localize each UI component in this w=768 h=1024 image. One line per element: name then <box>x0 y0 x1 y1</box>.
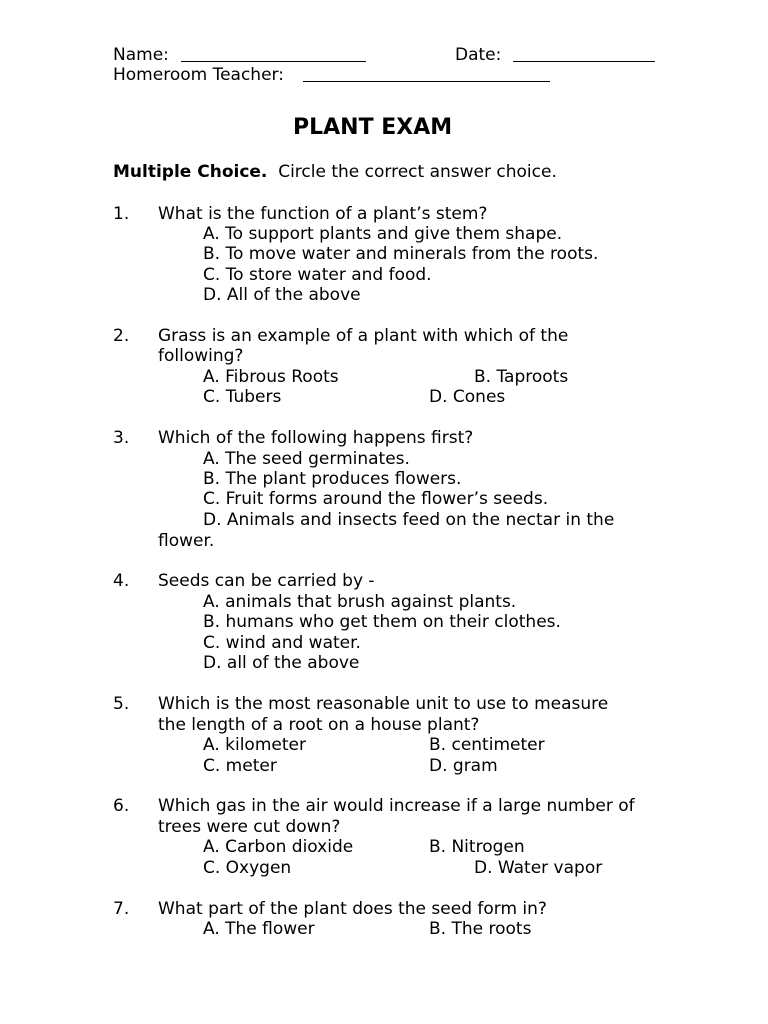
question-number: 6. <box>113 796 130 816</box>
answer-choice[interactable]: C. wind and water. <box>203 633 361 653</box>
answer-choice[interactable]: C. meter <box>203 756 277 776</box>
answer-choice[interactable]: B. Taproots <box>474 367 569 387</box>
teacher-blank[interactable] <box>303 66 550 82</box>
answer-choice[interactable]: D. Cones <box>429 387 506 407</box>
question-text: Which is the most reasonable unit to use to measure <box>158 694 609 714</box>
answer-choice[interactable]: C. Fruit forms around the flower’s seeds. <box>203 489 549 509</box>
name-label: Name: <box>113 45 169 65</box>
name-blank[interactable] <box>181 46 366 62</box>
question-text: Grass is an example of a plant with which of the <box>158 326 569 346</box>
question-number: 2. <box>113 326 130 346</box>
instructions <box>113 162 557 182</box>
answer-choice[interactable]: C. To store water and food. <box>203 265 432 285</box>
answer-choice[interactable]: B. centimeter <box>429 735 545 755</box>
date-blank[interactable] <box>513 46 655 62</box>
question-number: 1. <box>113 204 130 224</box>
question-text: trees were cut down? <box>158 817 341 837</box>
date-label: Date: <box>455 45 502 65</box>
answer-choice[interactable]: D. Animals and insects feed on the nectar in the <box>203 510 615 530</box>
question-text: Which of the following happens first? <box>158 428 474 448</box>
answer-choice[interactable]: A. Carbon dioxide <box>203 837 354 857</box>
answer-choice[interactable]: B. The roots <box>429 919 532 939</box>
answer-choice[interactable]: D. Water vapor <box>474 858 603 878</box>
answer-choice[interactable]: B. humans who get them on their clothes. <box>203 612 561 632</box>
answer-choice[interactable]: A. animals that brush against plants. <box>203 592 517 612</box>
answer-choice[interactable]: D. gram <box>429 756 498 776</box>
question-text: What part of the plant does the seed form in? <box>158 899 547 919</box>
answer-choice[interactable]: D. all of the above <box>203 653 360 673</box>
instructions-text: Circle the correct answer choice. <box>278 162 557 182</box>
answer-choice-continued[interactable]: flower. <box>158 531 215 551</box>
question-text: What is the function of a plant’s stem? <box>158 204 488 224</box>
question-number: 7. <box>113 899 130 919</box>
section-label: Multiple Choice. <box>113 162 268 182</box>
answer-choice[interactable]: B. The plant produces flowers. <box>203 469 462 489</box>
answer-choice[interactable]: A. The seed germinates. <box>203 449 410 469</box>
page-title: PLANT EXAM <box>293 115 453 140</box>
question-number: 5. <box>113 694 130 714</box>
question-number: 4. <box>113 571 130 591</box>
teacher-field <box>113 65 284 85</box>
answer-choice[interactable]: D. All of the above <box>203 285 361 305</box>
answer-choice[interactable]: A. kilometer <box>203 735 306 755</box>
question-number: 3. <box>113 428 130 448</box>
date-field <box>455 45 501 65</box>
answer-choice[interactable]: A. The flower <box>203 919 315 939</box>
question-text: the length of a root on a house plant? <box>158 715 480 735</box>
answer-choice[interactable]: A. To support plants and give them shape. <box>203 224 563 244</box>
answer-choice[interactable]: A. Fibrous Roots <box>203 367 339 387</box>
question-text: following? <box>158 346 244 366</box>
answer-choice[interactable]: C. Oxygen <box>203 858 292 878</box>
answer-choice[interactable]: B. Nitrogen <box>429 837 525 857</box>
answer-choice[interactable]: C. Tubers <box>203 387 282 407</box>
teacher-label: Homeroom Teacher: <box>113 65 284 85</box>
question-text: Which gas in the air would increase if a large number of <box>158 796 635 816</box>
answer-choice[interactable]: B. To move water and minerals from the roots. <box>203 244 599 264</box>
name-field <box>113 45 169 65</box>
question-text: Seeds can be carried by - <box>158 571 375 591</box>
